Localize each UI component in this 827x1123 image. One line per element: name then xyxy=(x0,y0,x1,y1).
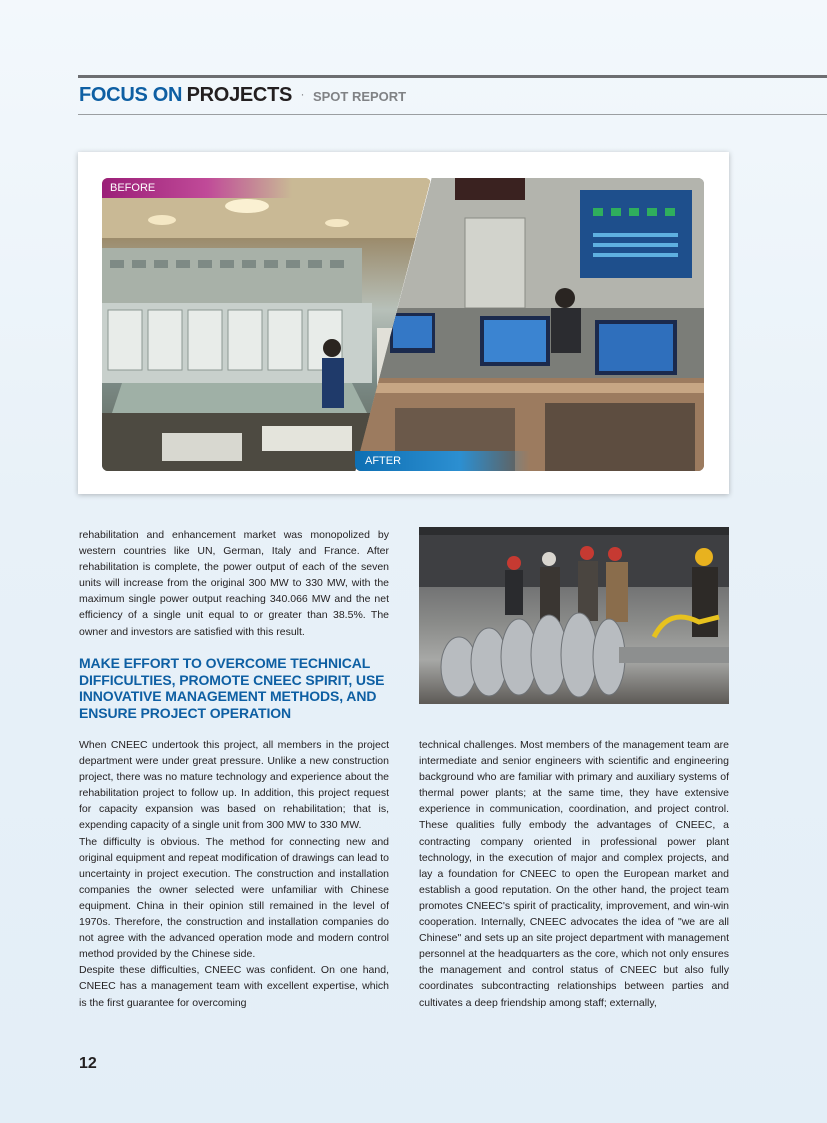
turbine-inspection-photo xyxy=(419,527,729,704)
before-after-photo-card xyxy=(78,152,729,494)
after-label: AFTER xyxy=(355,451,530,471)
left-body-column xyxy=(79,737,389,1011)
header-focus-text: FOCUS ON xyxy=(79,84,183,106)
section-heading: MAKE EFFORT TO OVERCOME TECHNICAL DIFFICULTIES, PROMOTE CNEEC SPIRIT, USE INNOVATIVE MANAGEMENT METHODS, AND ENSURE PROJECT OPERATION xyxy=(79,655,385,721)
before-label: BEFORE xyxy=(102,178,292,198)
header-section-label: SPOT REPORT xyxy=(312,89,407,104)
header-top-rule xyxy=(78,75,827,78)
header-projects-text: PROJECTS xyxy=(186,84,293,106)
intro-paragraph: rehabilitation and enhancement market was monopolized by western countries like UN, German, Italy and France. After rehabilitation is complete, the power output of each of the seven units will increase from the original 300 MW to 330 MW, with the maximum single power output reaching 340.066 MW and the net efficiency of a single unit equal to or greater than 38.5%. The owner and investors are satisfied with this result. xyxy=(79,529,389,638)
left-paragraph-2: The difficulty is obvious. The method for connecting new and original equipment and repeat modification of drawings can lead to uncertainty in project execution. The construction and installation companies the owner selected were unfamiliar with Chinese equipment. China in their opinion still remained in the level of 1970s. Therefore, the construction and installation companies do not agree with the advanced operation mode and modern control method provided by the Chinese side. xyxy=(79,835,389,961)
turbine-photo-illustration xyxy=(419,527,729,704)
header-bottom-rule xyxy=(78,114,827,115)
header-separator-dot: · xyxy=(300,87,305,101)
left-paragraph-3: Despite these difficulties, CNEEC was confident. On one hand, CNEEC has a management team with excellent expertise, which is the first guarantee for overcoming xyxy=(79,964,389,1009)
page-header xyxy=(79,84,406,110)
right-paragraph: technical challenges. Most members of the management team are intermediate and senior engineers with scientific and engineering background who are familiar with primary and auxiliary systems of thermal power plants; at the same time, they have extensive experience in communication, coordination, and project control. These qualities fully embody the advantages of CNEEC, a contracting company oriented in professional power plant technology, in the execution of major and complex projects, and lay a foundation for CNEEC to open the European market and establish a good reputation. On the other hand, the project team promotes CNEEC's spirit of practicality, improvement, and win-win cooperation. Internally, CNEEC advocates the idea of "we are all Chinese" and sets up an site project department with management personnel at the headquarters as the core, which not only ensures the management and control status of CNEEC but also fully coordinates subcontracting relationships between parties and cultivates a deep friendship among staff; externally, xyxy=(419,739,729,1009)
left-paragraph-1: When CNEEC undertook this project, all members in the project department were under great pressure. Unlike a new construction project, there was no mature technology and experience about the rehabilitation project to follow up. In addition, this project request for capacity expansion was based on rehabilitation; that is, expending capacity of a single unit from 300 MW to 330 MW. xyxy=(79,739,389,832)
right-body-column xyxy=(419,737,729,1011)
page-number: 12 xyxy=(79,1055,97,1072)
intro-column xyxy=(79,527,389,640)
